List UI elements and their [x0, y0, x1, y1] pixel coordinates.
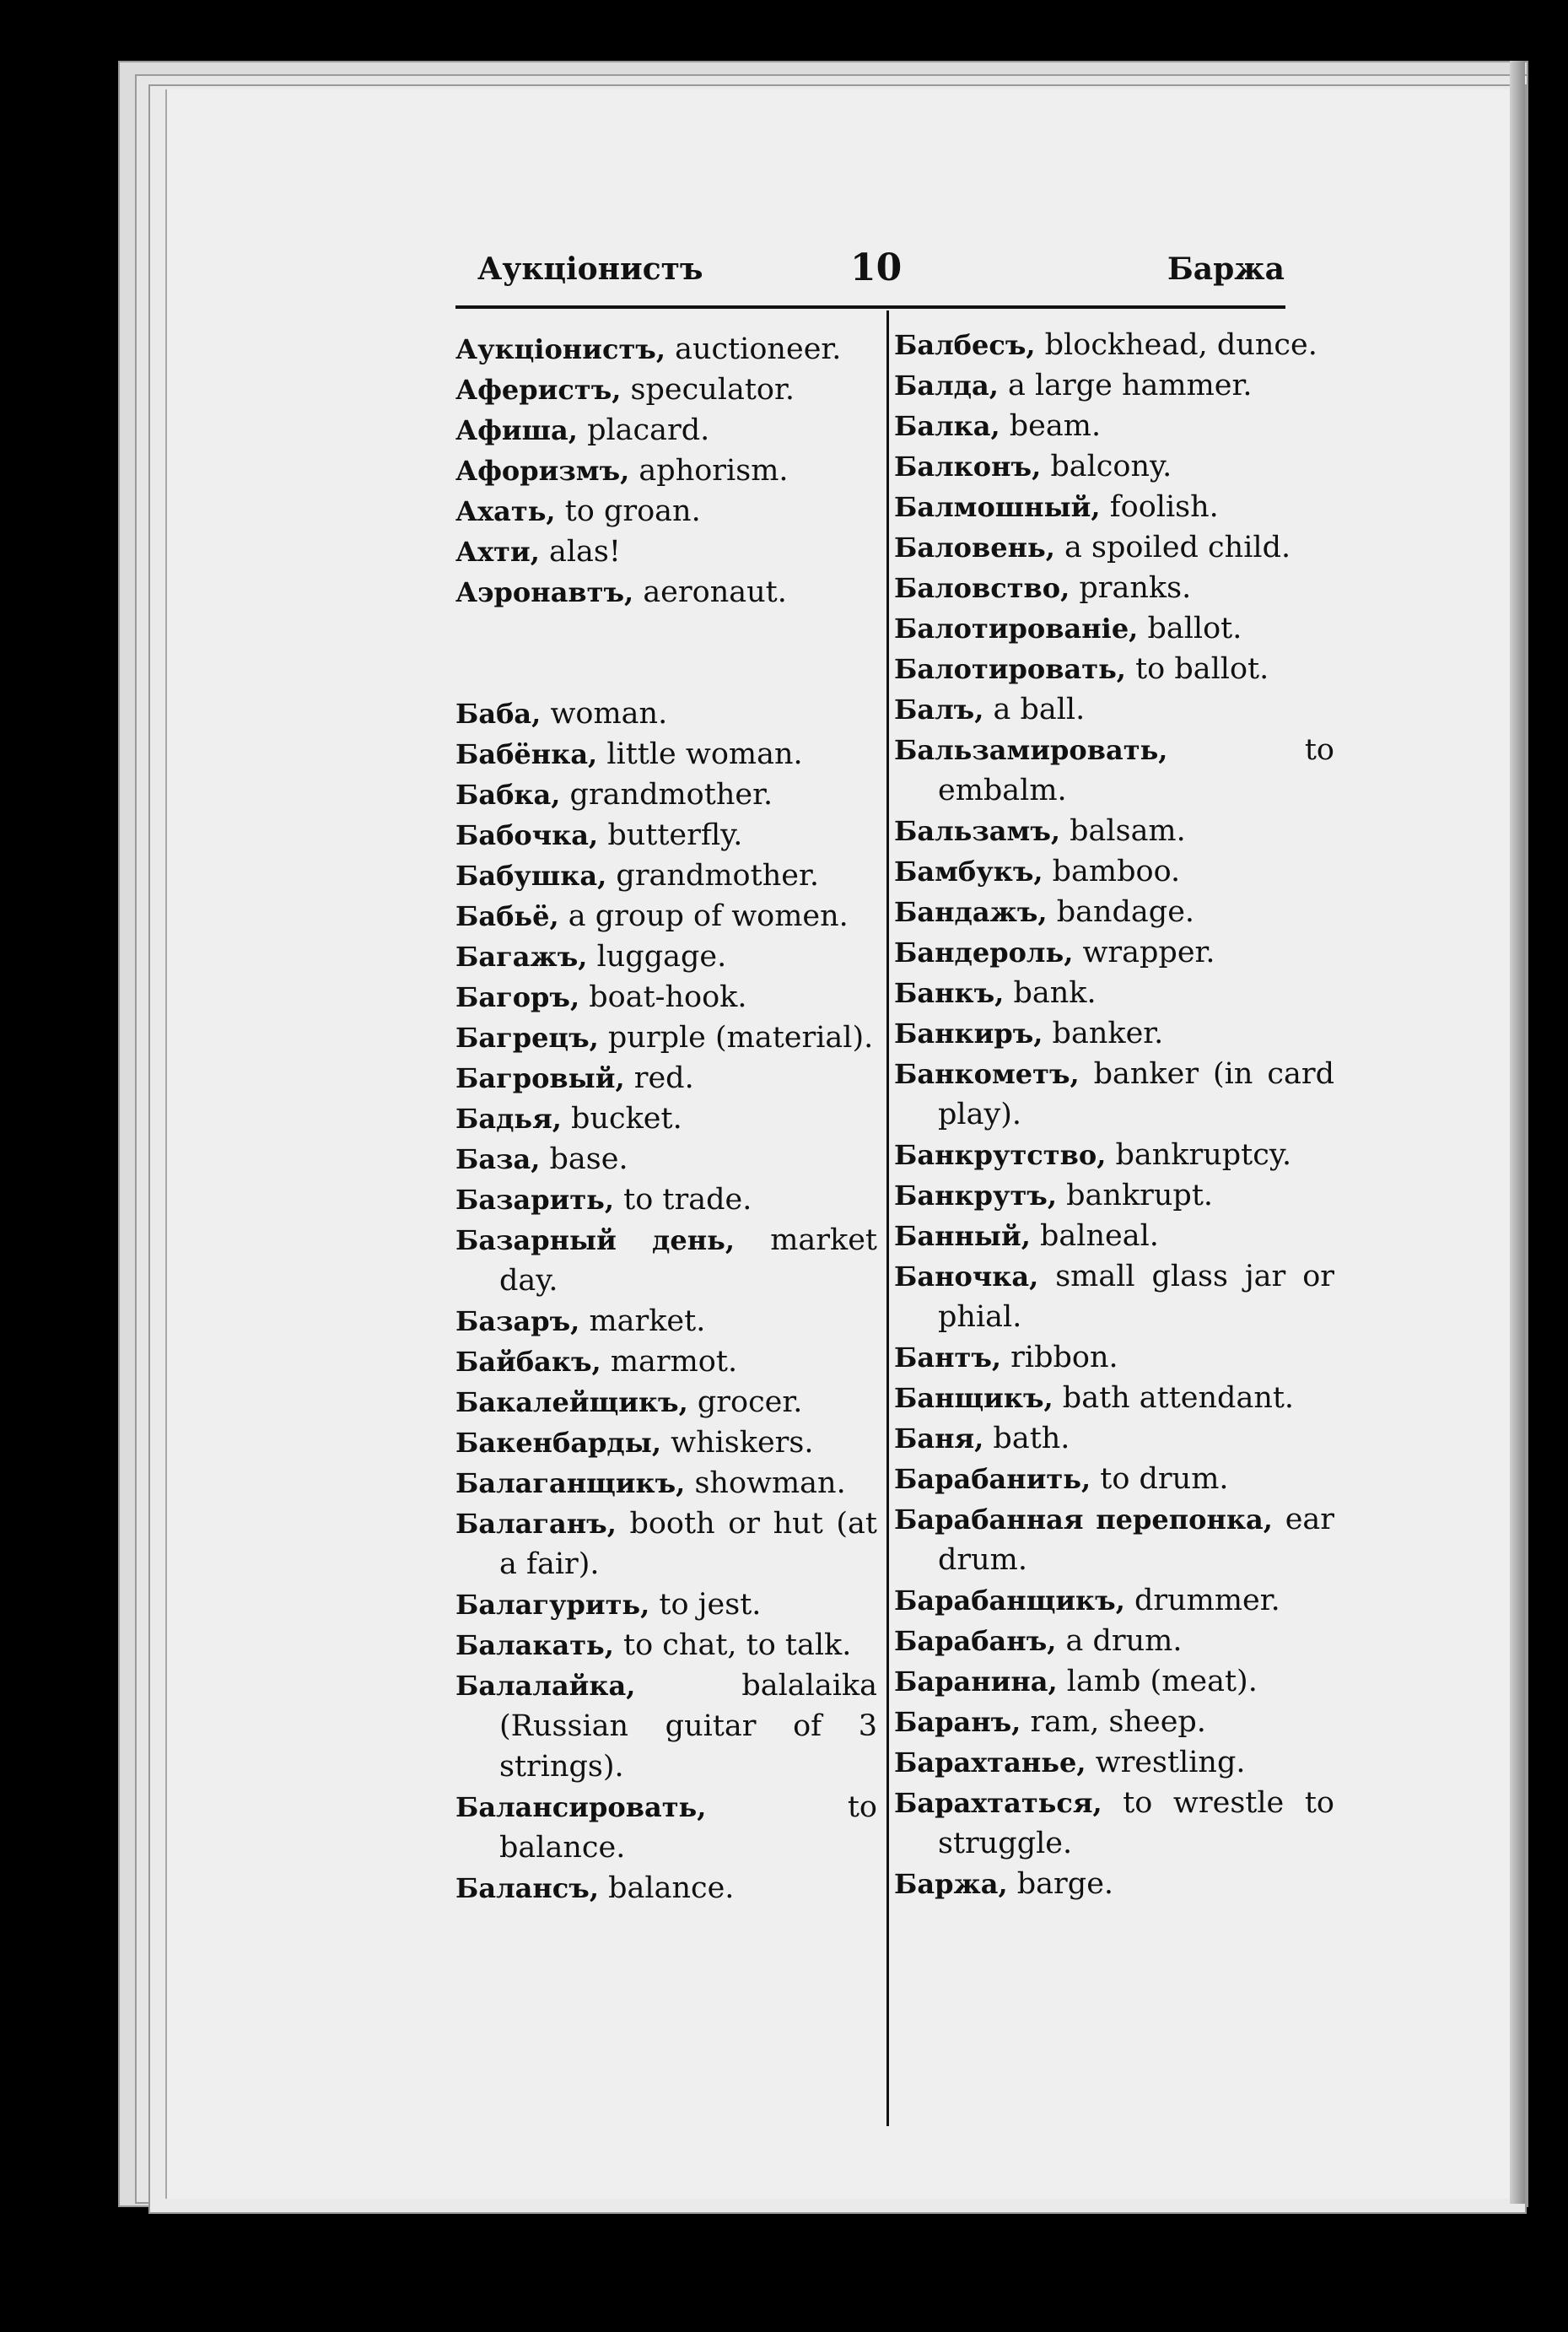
entry-headword: Бабка,: [455, 779, 561, 811]
entry-headword: Банкъ,: [894, 977, 1005, 1009]
dictionary-entry: [894, 446, 1334, 487]
dictionary-entry: [894, 487, 1334, 527]
entry-definition: ribbon.: [1010, 1341, 1118, 1374]
dictionary-entry: [455, 1058, 877, 1099]
entry-headword: Бабёнка,: [455, 738, 598, 770]
dictionary-entry: [894, 1216, 1334, 1256]
entry-headword: Баба,: [455, 698, 542, 730]
entry-headword: Аукціонистъ,: [455, 333, 665, 365]
entry-definition: purple (material).: [607, 1021, 874, 1055]
entry-headword: Аэронавтъ,: [455, 576, 634, 608]
entry-headword: Ахать,: [455, 495, 556, 527]
entry-headword: Балалайка,: [455, 1670, 636, 1702]
entry-definition: woman.: [550, 697, 668, 731]
entry-headword: Бандажъ,: [894, 896, 1048, 928]
entry-definition: to drum.: [1100, 1462, 1229, 1496]
entry-headword: Балмошный,: [894, 491, 1101, 523]
entry-definition: bamboo.: [1052, 855, 1181, 888]
entry-definition: grandmother.: [616, 859, 819, 893]
entry-definition: balance.: [608, 1871, 735, 1905]
entry-definition: red.: [633, 1061, 694, 1095]
dictionary-entry: [894, 973, 1334, 1013]
dictionary-entry: [894, 568, 1334, 608]
page-number: 10: [850, 246, 903, 289]
entry-definition: aeronaut.: [643, 575, 787, 609]
entry-headword: Баржа,: [894, 1868, 1008, 1900]
page-edge-shadow: [1510, 61, 1525, 2204]
entry-definition: bankruptcy.: [1115, 1138, 1292, 1172]
entry-definition: base.: [549, 1142, 628, 1176]
entry-definition: to embalm.: [938, 733, 1334, 807]
dictionary-entry: [894, 1337, 1334, 1378]
entry-definition: small glass jar or phial.: [938, 1260, 1334, 1334]
dictionary-entry: [894, 1459, 1334, 1499]
dictionary-entry: [455, 694, 877, 734]
entry-definition: auctioneer.: [675, 332, 842, 366]
dictionary-entry: [455, 410, 877, 451]
dictionary-entry: [455, 896, 877, 937]
entry-definition: to groan.: [564, 494, 701, 528]
dictionary-entry: [894, 932, 1334, 973]
entry-headword: Бальзамъ,: [894, 815, 1060, 847]
entry-definition: ear drum.: [938, 1503, 1334, 1577]
entry-headword: Багровый,: [455, 1062, 625, 1094]
dictionary-entry: [894, 1742, 1334, 1783]
entry-headword: Бальзамировать,: [894, 734, 1168, 766]
entries-a-section: [455, 329, 877, 613]
entry-definition: bucket.: [571, 1102, 682, 1136]
dictionary-entry: [894, 1499, 1334, 1580]
entry-definition: beam.: [1009, 409, 1102, 443]
dictionary-entry: [894, 527, 1334, 568]
dictionary-entry: [894, 811, 1334, 851]
entry-headword: Баранъ,: [894, 1706, 1021, 1738]
entry-definition: bandage.: [1056, 895, 1195, 929]
dictionary-entry: [894, 1661, 1334, 1702]
entry-headword: Балконъ,: [894, 451, 1042, 483]
dictionary-entry: [455, 572, 877, 613]
entry-headword: Банкометъ,: [894, 1058, 1080, 1090]
entry-definition: lamb (meat).: [1066, 1665, 1258, 1698]
entry-headword: Бабьё,: [455, 900, 559, 932]
dictionary-entry: [894, 1013, 1334, 1054]
dictionary-entry: [455, 1503, 877, 1584]
entry-definition: little woman.: [606, 737, 803, 771]
entry-headword: Барабанить,: [894, 1463, 1091, 1495]
entry-definition: booth or hut (at a fair).: [499, 1507, 877, 1581]
entry-definition: blockhead, dunce.: [1044, 328, 1317, 362]
entry-definition: alas!: [548, 535, 621, 569]
entry-definition: balsam.: [1070, 814, 1186, 848]
dictionary-entry: [894, 1378, 1334, 1418]
dictionary-entry: [894, 1621, 1334, 1661]
dictionary-entry: [455, 775, 877, 815]
entry-definition: ballot.: [1147, 612, 1242, 645]
dictionary-entry: [455, 451, 877, 491]
entry-definition: to chat, to talk.: [623, 1628, 852, 1662]
dictionary-entry: [894, 406, 1334, 446]
entry-definition: to trade.: [623, 1183, 752, 1217]
entry-headword: Баранина,: [894, 1665, 1058, 1698]
entry-headword: Ахти,: [455, 536, 540, 568]
dictionary-entry: [894, 365, 1334, 406]
header-rule: [455, 305, 1285, 309]
entry-definition: banker (in card play).: [938, 1057, 1334, 1131]
entry-headword: Барахтанье,: [894, 1746, 1086, 1779]
dictionary-entry: [894, 1702, 1334, 1742]
entry-definition: barge.: [1016, 1867, 1114, 1901]
dictionary-entry: [455, 1463, 877, 1503]
dictionary-entry: [455, 1868, 877, 1908]
dictionary-entry: [894, 1175, 1334, 1216]
entry-headword: Банкиръ,: [894, 1018, 1043, 1050]
entry-definition: bank.: [1013, 976, 1097, 1010]
entry-headword: Баловство,: [894, 572, 1070, 604]
entry-definition: butterfly.: [607, 818, 743, 852]
dictionary-entry: [455, 977, 877, 1018]
dictionary-entry: [894, 1135, 1334, 1175]
entry-definition: foolish.: [1109, 490, 1219, 524]
entry-headword: Аферистъ,: [455, 374, 622, 406]
entry-headword: Бакалейщикъ,: [455, 1386, 688, 1418]
entry-headword: Баня,: [894, 1422, 984, 1455]
entry-headword: Балбесъ,: [894, 329, 1036, 361]
entry-headword: Бабушка,: [455, 860, 607, 892]
entry-headword: Балансъ,: [455, 1872, 599, 1904]
dictionary-entry: [455, 329, 877, 370]
entry-headword: Барабанная перепонка,: [894, 1503, 1273, 1536]
entry-headword: Базаръ,: [455, 1305, 580, 1337]
dictionary-entry: [894, 325, 1334, 365]
dictionary-entry: [455, 1301, 877, 1341]
entry-definition: placard.: [587, 413, 710, 447]
entries-b-section: [455, 694, 877, 1908]
left-column: [455, 329, 877, 1908]
dictionary-entry: [455, 1382, 877, 1422]
dictionary-entry: [455, 734, 877, 775]
dictionary-entry: [455, 1625, 877, 1665]
entry-headword: Байбакъ,: [455, 1346, 601, 1378]
entry-headword: Бандероль,: [894, 937, 1074, 969]
dictionary-entry: [455, 1220, 877, 1301]
entry-definition: bankrupt.: [1066, 1179, 1214, 1212]
entry-headword: Бантъ,: [894, 1341, 1002, 1374]
entry-definition: marmot.: [610, 1345, 738, 1379]
entry-headword: Афиша,: [455, 414, 578, 446]
entry-headword: Багажъ,: [455, 941, 588, 973]
dictionary-entry: [455, 1018, 877, 1058]
dictionary-entry: [894, 689, 1334, 730]
dictionary-entry: [894, 851, 1334, 892]
entry-definition: bath attendant.: [1062, 1381, 1295, 1415]
entry-definition: market.: [589, 1304, 706, 1338]
entry-headword: Бадья,: [455, 1103, 562, 1135]
dictionary-entry: [894, 892, 1334, 932]
entry-definition: a drum.: [1065, 1624, 1183, 1658]
entry-headword: Баловень,: [894, 532, 1055, 564]
entry-definition: wrapper.: [1082, 936, 1215, 969]
column-divider: [886, 310, 889, 2126]
entry-headword: Бабочка,: [455, 819, 599, 851]
entry-definition: whiskers.: [671, 1426, 814, 1460]
entry-definition: balalaika (Russian guitar of 3 strings).: [499, 1669, 877, 1784]
dictionary-entry: [894, 730, 1334, 811]
entry-headword: Банкрутъ,: [894, 1179, 1057, 1212]
entry-headword: Балда,: [894, 370, 999, 402]
entry-definition: a group of women.: [568, 899, 849, 933]
entry-definition: market day.: [499, 1223, 877, 1298]
entry-headword: Банный,: [894, 1220, 1031, 1252]
dictionary-entry: [455, 1422, 877, 1463]
dictionary-entry: [455, 1341, 877, 1382]
dictionary-entry: [455, 1665, 877, 1787]
entry-headword: Балъ,: [894, 694, 984, 726]
entry-headword: Афоризмъ,: [455, 455, 630, 487]
entry-headword: Балансировать,: [455, 1791, 707, 1823]
entry-headword: Багрецъ,: [455, 1022, 599, 1054]
dictionary-entry: [455, 370, 877, 410]
dictionary-entry: [455, 532, 877, 572]
entry-definition: aphorism.: [639, 454, 789, 488]
entry-headword: Бамбукъ,: [894, 856, 1043, 888]
entry-definition: to ballot.: [1135, 652, 1269, 686]
entry-definition: bath.: [993, 1422, 1070, 1455]
entry-definition: balcony.: [1050, 450, 1172, 483]
entry-headword: Базарить,: [455, 1184, 615, 1216]
entry-definition: to wrestle to struggle.: [938, 1786, 1334, 1860]
entry-definition: ram, sheep.: [1030, 1705, 1206, 1739]
dictionary-entry: [455, 815, 877, 856]
dictionary-entry: [894, 1418, 1334, 1459]
entry-headword: Банщикъ,: [894, 1382, 1053, 1414]
entry-headword: Балотировать,: [894, 653, 1126, 685]
entries-right-list: [894, 325, 1334, 1904]
entry-headword: Барабанщикъ,: [894, 1584, 1125, 1617]
entry-definition: pranks.: [1079, 571, 1192, 605]
dictionary-entry: [455, 937, 877, 977]
entry-definition: luggage.: [596, 940, 727, 974]
dictionary-entry: [894, 1256, 1334, 1337]
dictionary-entry: [455, 491, 877, 532]
letter-section-gap: [455, 613, 877, 694]
dictionary-entry: [894, 1054, 1334, 1135]
dictionary-entry: [894, 1783, 1334, 1864]
dictionary-entry: [894, 1580, 1334, 1621]
entry-headword: Балаганщикъ,: [455, 1467, 686, 1499]
entry-headword: Балка,: [894, 410, 1000, 442]
dictionary-entry: [455, 1099, 877, 1139]
dictionary-entry: [894, 1864, 1334, 1904]
dictionary-entry: [455, 1787, 877, 1868]
entry-definition: to jest.: [659, 1588, 762, 1622]
entry-headword: Балагурить,: [455, 1589, 650, 1621]
dictionary-entry: [894, 608, 1334, 649]
dictionary-entry: [455, 1139, 877, 1179]
entry-headword: Базарный день,: [455, 1224, 736, 1256]
entry-headword: Балотированіе,: [894, 613, 1139, 645]
dictionary-entry: [894, 649, 1334, 689]
entry-definition: banker.: [1052, 1017, 1164, 1050]
entry-definition: a ball.: [993, 693, 1086, 726]
entry-headword: Бакенбарды,: [455, 1427, 661, 1459]
entry-headword: Баночка,: [894, 1260, 1039, 1293]
entry-definition: drummer.: [1134, 1584, 1280, 1617]
entry-headword: Багоръ,: [455, 981, 580, 1013]
entry-definition: a spoiled child.: [1064, 531, 1291, 564]
entry-headword: Банкрутство,: [894, 1139, 1107, 1171]
guide-word-right: Баржа: [1167, 251, 1285, 287]
entry-definition: grocer.: [697, 1385, 803, 1419]
right-column: [894, 325, 1334, 1904]
guide-word-left: Аукціонистъ: [477, 251, 703, 287]
dictionary-entry: [455, 1179, 877, 1220]
entry-definition: showman.: [694, 1466, 846, 1500]
entry-headword: База,: [455, 1143, 541, 1175]
entry-definition: balneal.: [1040, 1219, 1159, 1253]
dictionary-entry: [455, 856, 877, 896]
entry-headword: Барахтаться,: [894, 1787, 1102, 1819]
entry-definition: boat-hook.: [589, 980, 747, 1014]
entry-headword: Балаганъ,: [455, 1508, 617, 1540]
entry-definition: grandmother.: [569, 778, 773, 812]
entry-headword: Барабанъ,: [894, 1625, 1057, 1657]
entry-headword: Балакать,: [455, 1629, 614, 1661]
entry-definition: speculator.: [630, 373, 795, 407]
entry-definition: wrestling.: [1095, 1746, 1246, 1779]
entry-definition: a large hammer.: [1007, 369, 1253, 402]
entry-definition: to balance.: [499, 1790, 877, 1865]
dictionary-entry: [455, 1584, 877, 1625]
